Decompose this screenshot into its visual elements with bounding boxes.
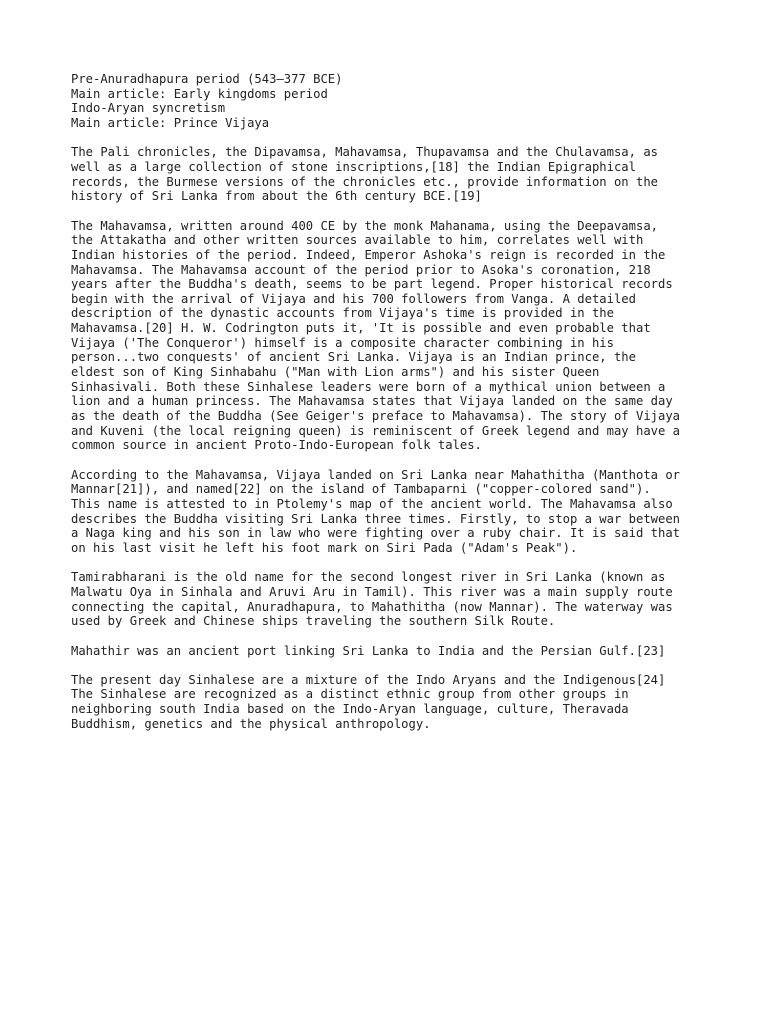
text-line: well as a large collection of stone inscriptions,[18] the Indian Epigraphical xyxy=(71,159,636,174)
text-line: Tamirabharani is the old name for the second longest river in Sri Lanka (known as xyxy=(71,570,666,585)
main-article-link: Main article: Early kingdoms period xyxy=(71,86,328,101)
text-line: lion and a human princess. The Mahavamsa states that Vijaya landed on the same day xyxy=(71,394,673,409)
text-line: years after the Buddha's death, seems to be part legend. Proper historical records xyxy=(71,277,673,292)
document-page xyxy=(71,72,711,731)
text-line: used by Greek and Chinese ships traveling the southern Silk Route. xyxy=(71,614,556,629)
text-line: Indian histories of the period. Indeed, Emperor Ashoka's reign is recorded in the xyxy=(71,247,666,262)
text-line: The present day Sinhalese are a mixture of the Indo Aryans and the Indigenous[24] xyxy=(71,672,666,687)
paragraph xyxy=(71,673,711,732)
text-line: on his last visit he left his foot mark on Siri Pada ("Adam's Peak"). xyxy=(71,540,578,555)
paragraph xyxy=(71,570,711,629)
text-line: eldest son of King Sinhabahu ("Man with Lion arms") and his sister Queen xyxy=(71,365,600,380)
section-title: Pre-Anuradhapura period (543–377 BCE) xyxy=(71,72,343,86)
subsection-title: Indo-Aryan syncretism xyxy=(71,101,226,116)
paragraph xyxy=(71,468,711,556)
body-text xyxy=(71,145,711,731)
paragraph xyxy=(71,145,711,204)
text-line: common source in ancient Proto-Indo-European folk tales. xyxy=(71,438,482,453)
main-article-link: Main article: Prince Vijaya xyxy=(71,115,270,130)
text-line: person...two conquests' of ancient Sri Lanka. Vijaya is an Indian prince, the xyxy=(71,350,636,365)
text-line: The Pali chronicles, the Dipavamsa, Mahavamsa, Thupavamsa and the Chulavamsa, as xyxy=(71,145,658,160)
text-line: as the death of the Buddha (See Geiger's preface to Mahavamsa). The story of Vijaya xyxy=(71,409,681,424)
text-line: According to the Mahavamsa, Vijaya landed on Sri Lanka near Mahathitha (Manthota or xyxy=(71,467,681,482)
text-line: Sinhasivali. Both these Sinhalese leaders were born of a mythical union between a xyxy=(71,379,666,394)
text-line: Buddhism, genetics and the physical anthropology. xyxy=(71,716,431,731)
text-line: connecting the capital, Anuradhapura, to Mahathitha (now Mannar). The waterway was xyxy=(71,599,673,614)
paragraph xyxy=(71,644,711,659)
text-line: Mannar[21]), and named[22] on the island of Tambaparni ("copper-colored sand"). xyxy=(71,482,651,497)
text-line: The Sinhalese are recognized as a distinct ethnic group from other groups in xyxy=(71,687,629,702)
text-line: Mahavamsa.[20] H. W. Codrington puts it, 'It is possible and even probable that xyxy=(71,321,651,336)
text-line: describes the Buddha visiting Sri Lanka three times. Firstly, to stop a war between xyxy=(71,511,681,526)
text-line: This name is attested to in Ptolemy's map of the ancient world. The Mahavamsa also xyxy=(71,496,673,511)
text-line: and Kuveni (the local reigning queen) is reminiscent of Greek legend and may have a xyxy=(71,423,681,438)
text-line: Mahavamsa. The Mahavamsa account of the period prior to Asoka's coronation, 218 xyxy=(71,262,651,277)
text-line: Mahathir was an ancient port linking Sri Lanka to India and the Persian Gulf.[23] xyxy=(71,643,666,658)
paragraph xyxy=(71,219,711,454)
text-line: history of Sri Lanka from about the 6th century BCE.[19] xyxy=(71,189,482,204)
text-line: Vijaya ('The Conqueror') himself is a composite character combining in his xyxy=(71,335,614,350)
text-line: begin with the arrival of Vijaya and his 700 followers from Vanga. A detailed xyxy=(71,291,636,306)
text-line: Malwatu Oya in Sinhala and Aruvi Aru in Tamil). This river was a main supply route xyxy=(71,584,673,599)
heading-block xyxy=(71,72,711,131)
text-line: The Mahavamsa, written around 400 CE by the monk Mahanama, using the Deepavamsa, xyxy=(71,218,658,233)
text-line: description of the dynastic accounts from Vijaya's time is provided in the xyxy=(71,306,614,321)
text-line: records, the Burmese versions of the chronicles etc., provide information on the xyxy=(71,174,658,189)
text-line: the Attakatha and other written sources available to him, correlates well with xyxy=(71,233,644,248)
text-line: a Naga king and his son in law who were fighting over a ruby chair. It is said that xyxy=(71,526,681,541)
text-line: neighboring south India based on the Indo-Aryan language, culture, Theravada xyxy=(71,702,629,717)
